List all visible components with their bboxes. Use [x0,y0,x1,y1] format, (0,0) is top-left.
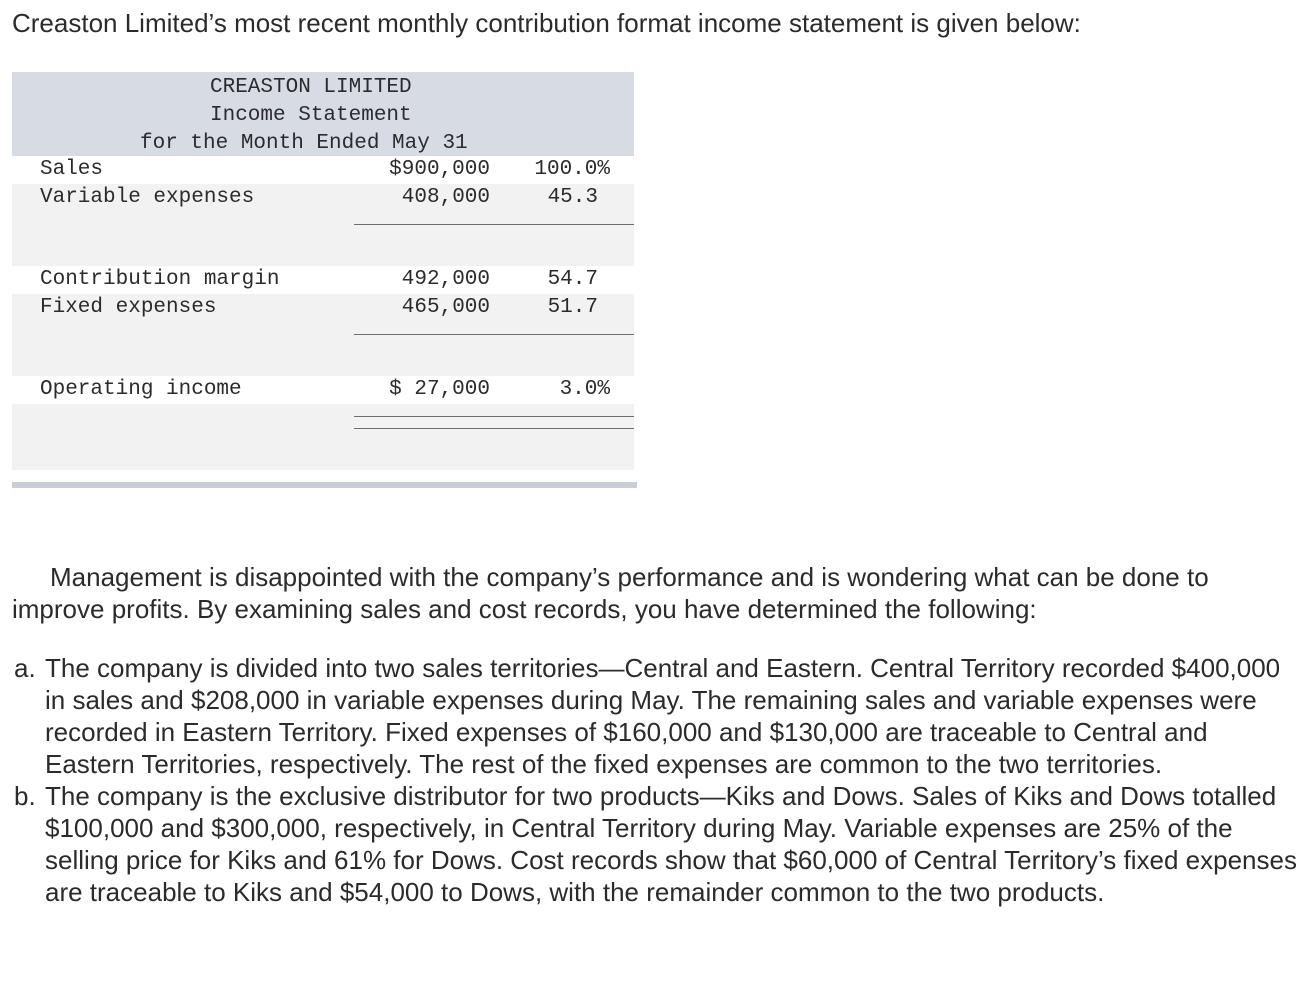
income-statement-table [12,72,634,470]
row-label-contribution-margin: Contribution margin [40,268,280,291]
company-name: CREASTON LIMITED [210,76,412,99]
double-underline-bottom [354,428,634,429]
row-label-fixed-expenses: Fixed expenses [40,296,217,319]
table-bottom-bar [12,482,637,488]
statement-period: for the Month Ended May 31 [140,132,468,155]
double-underline-top [354,416,634,417]
intro-text: Creaston Limited’s most recent monthly contribution format income statement is given below: [12,8,1081,38]
row-label-operating-income: Operating income [40,378,242,401]
percent-operating-income: 3.0% [559,378,610,401]
findings-list [12,652,1297,908]
list-item-text: The company is the exclusive distributor for two products—Kiks and Dows. Sales of Kiks and Dows totalled $100,000 and $300,000, respectively, in Central Territory during May. Variable expenses are 25% of the selling price for Kiks and 61% for Dows. Cost records show that $60,000 of Central Territory’s fixed expenses are traceable to Kiks and $54,000 to Dows, with the remainder common to the two products. [45,781,1297,907]
underline [354,334,634,335]
amount-operating-income: $ 27,000 [389,378,490,401]
list-item [12,780,1297,908]
amount-sales: $900,000 [389,158,490,181]
row-label-variable-expenses: Variable expenses [40,186,255,209]
management-paragraph: Management is disappointed with the company’s performance and is wondering what can be done to improve profits. By examining sales and cost records, you have determined the following: [12,562,1209,624]
list-item [12,652,1297,780]
percent-fixed-expenses: 51.7 [547,296,598,319]
row-label-sales: Sales [40,158,104,181]
underline [354,224,634,225]
amount-variable-expenses: 408,000 [401,186,490,209]
list-marker: b. [14,781,36,811]
percent-variable-expenses: 45.3 [547,186,598,209]
amount-contribution-margin: 492,000 [401,268,490,291]
list-item-text: The company is divided into two sales territories—Central and Eastern. Central Territory recorded $400,000 in sales and $208,000 in variable expenses during May. The remaining sales and variable expenses were recorded in Eastern Territory. Fixed expenses of $160,000 and $130,000 are traceable to Central and Eastern Territories, respectively. The rest of the fixed expenses are common to the two territories. [45,653,1281,779]
percent-sales: 100.0% [534,158,610,181]
percent-contribution-margin: 54.7 [547,268,598,291]
amount-fixed-expenses: 465,000 [401,296,490,319]
list-marker: a. [14,653,36,683]
statement-header [12,72,634,156]
statement-title: Income Statement [210,104,412,127]
